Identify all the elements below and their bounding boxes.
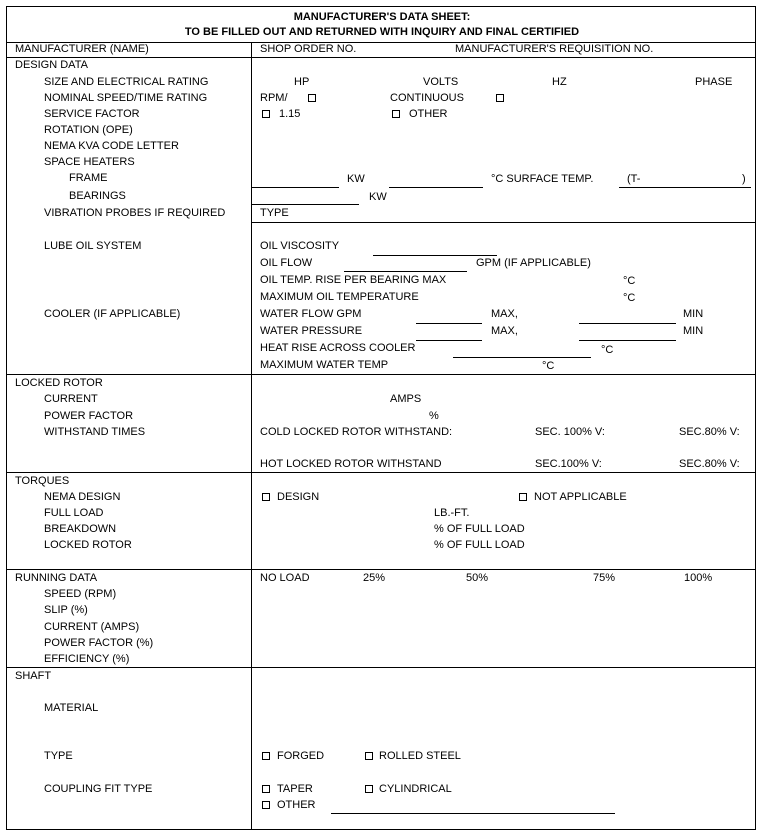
taper-checkbox[interactable] — [262, 785, 270, 793]
locked-rotor-heading: LOCKED ROTOR — [15, 377, 103, 389]
lr-current-label: CURRENT — [44, 393, 98, 405]
rpm-checkbox[interactable] — [308, 94, 316, 102]
coupling-fit-label: COUPLING FIT TYPE — [44, 783, 153, 795]
oil-viscosity-label: OIL VISCOSITY — [260, 240, 340, 252]
hp-label: HP — [294, 76, 310, 88]
nema-kva-label: NEMA KVA CODE LETTER — [44, 140, 179, 152]
rotation-label: ROTATION (OPE) — [44, 124, 133, 136]
water-flow-max-field[interactable] — [416, 323, 482, 324]
torques-heading: TORQUES — [15, 475, 70, 487]
withstand-times-label: WITHSTAND TIMES — [44, 426, 146, 438]
forged-label: FORGED — [277, 750, 325, 762]
slip-label: SLIP (%) — [44, 604, 88, 616]
vibration-type-label: TYPE — [260, 207, 289, 219]
rule — [7, 667, 755, 668]
breakdown-unit: % OF FULL LOAD — [434, 523, 525, 535]
surface-temp-label: °C SURFACE TEMP. — [491, 173, 594, 185]
coupling-other-checkbox[interactable] — [262, 801, 270, 809]
col-75: 75% — [593, 572, 616, 584]
water-pressure-max-label: MAX, — [491, 325, 518, 337]
t-code-field[interactable] — [619, 187, 751, 188]
sf-115-label: 1.15 — [279, 108, 301, 120]
continuous-checkbox[interactable] — [496, 94, 504, 102]
torque-locked-rotor-label: LOCKED ROTOR — [44, 539, 132, 551]
shaft-material-label: MATERIAL — [44, 702, 99, 714]
cold-100v-label: SEC. 100% V: — [535, 426, 605, 438]
locked-rotor-unit: % OF FULL LOAD — [434, 539, 525, 551]
speed-rpm-label: SPEED (RPM) — [44, 588, 117, 600]
shop-order-label: SHOP ORDER NO. — [260, 43, 357, 55]
lube-oil-label: LUBE OIL SYSTEM — [44, 240, 142, 252]
rule — [7, 472, 755, 473]
max-oil-temp-unit: °C — [623, 292, 636, 304]
water-pressure-label: WATER PRESSURE — [260, 325, 363, 337]
not-applicable-checkbox[interactable] — [519, 493, 527, 501]
not-applicable-label: NOT APPLICABLE — [534, 491, 627, 503]
hot-80v-label: SEC.80% V: — [679, 458, 740, 470]
oil-flow-field[interactable] — [344, 271, 467, 272]
max-water-temp-unit: °C — [542, 360, 555, 372]
design-data-heading: DESIGN DATA — [15, 59, 88, 71]
frame-label: FRAME — [69, 172, 108, 184]
oil-temp-rise-unit: °C — [623, 275, 636, 287]
water-flow-min-field[interactable] — [579, 323, 676, 324]
design-option-label: DESIGN — [277, 491, 320, 503]
continuous-label: CONTINUOUS — [390, 92, 464, 104]
cylindrical-checkbox[interactable] — [365, 785, 373, 793]
water-pressure-min-label: MIN — [683, 325, 704, 337]
max-water-temp-label: MAXIMUM WATER TEMP — [260, 359, 389, 371]
efficiency-label: EFFICIENCY (%) — [44, 653, 130, 665]
full-load-label: FULL LOAD — [44, 507, 104, 519]
rpm-label: RPM/ — [260, 92, 288, 104]
running-data-heading: RUNNING DATA — [15, 572, 98, 584]
water-flow-label: WATER FLOW GPM — [260, 308, 362, 320]
max-oil-temp-label: MAXIMUM OIL TEMPERATURE — [260, 291, 419, 303]
shaft-type-label: TYPE — [44, 750, 73, 762]
lr-percent-unit: % — [429, 410, 439, 422]
requisition-label: MANUFACTURER'S REQUISITION NO. — [455, 43, 654, 55]
hot-100v-label: SEC.100% V: — [535, 458, 602, 470]
size-rating-label: SIZE AND ELECTRICAL RATING — [44, 76, 209, 88]
vibration-label: VIBRATION PROBES IF REQUIRED — [44, 207, 226, 219]
sheet-title: MANUFACTURER'S DATA SHEET: — [293, 11, 471, 23]
water-flow-min-label: MIN — [683, 308, 704, 320]
volts-label: VOLTS — [423, 76, 459, 88]
running-current-label: CURRENT (AMPS) — [44, 621, 140, 633]
column-divider — [251, 42, 252, 830]
heat-rise-field[interactable] — [453, 357, 591, 358]
sheet-subtitle: TO BE FILLED OUT AND RETURNED WITH INQUIRY AND FINAL CERTIFIED — [184, 26, 580, 38]
phase-label: PHASE — [695, 76, 733, 88]
heat-rise-unit: °C — [601, 344, 614, 356]
heat-rise-label: HEAT RISE ACROSS COOLER — [260, 342, 416, 354]
frame-temp-field[interactable] — [389, 187, 483, 188]
service-factor-label: SERVICE FACTOR — [44, 108, 140, 120]
water-flow-max-label: MAX, — [491, 308, 518, 320]
sf-115-checkbox[interactable] — [262, 110, 270, 118]
bearings-kw-unit: KW — [369, 191, 387, 203]
oil-temp-rise-label: OIL TEMP. RISE PER BEARING MAX — [260, 274, 447, 286]
col-no-load: NO LOAD — [260, 572, 310, 584]
t-code-close: ) — [742, 173, 746, 185]
sf-other-label: OTHER — [409, 108, 448, 120]
cooler-label: COOLER (IF APPLICABLE) — [44, 308, 181, 320]
bearings-label: BEARINGS — [69, 190, 126, 202]
col-50: 50% — [466, 572, 489, 584]
lbft-unit: LB.-FT. — [434, 507, 470, 519]
water-pressure-min-field[interactable] — [579, 340, 676, 341]
rule — [7, 569, 755, 570]
rule — [252, 222, 755, 223]
design-checkbox[interactable] — [262, 493, 270, 501]
rule — [7, 374, 755, 375]
breakdown-label: BREAKDOWN — [44, 523, 117, 535]
oil-viscosity-field[interactable] — [373, 255, 497, 256]
coupling-other-field[interactable] — [331, 813, 615, 814]
hot-withstand-label: HOT LOCKED ROTOR WITHSTAND — [260, 458, 442, 470]
nominal-speed-label: NOMINAL SPEED/TIME RATING — [44, 92, 208, 104]
t-code-open: (T- — [627, 173, 641, 185]
rule — [7, 57, 755, 58]
space-heaters-label: SPACE HEATERS — [44, 156, 135, 168]
cylindrical-label: CYLINDRICAL — [379, 783, 452, 795]
nema-design-label: NEMA DESIGN — [44, 491, 121, 503]
lr-power-factor-label: POWER FACTOR — [44, 410, 134, 422]
coupling-other-label: OTHER — [277, 799, 316, 811]
hz-label: HZ — [552, 76, 567, 88]
gpm-applicable-label: GPM (IF APPLICABLE) — [476, 257, 591, 269]
cold-withstand-label: COLD LOCKED ROTOR WITHSTAND: — [260, 426, 453, 438]
frame-kw-unit: KW — [347, 173, 365, 185]
manufacturer-label: MANUFACTURER (NAME) — [15, 43, 149, 55]
water-pressure-max-field[interactable] — [416, 340, 482, 341]
data-sheet — [6, 6, 756, 830]
sf-other-checkbox[interactable] — [392, 110, 400, 118]
col-100: 100% — [684, 572, 713, 584]
frame-kw-field[interactable] — [252, 187, 339, 188]
rolled-steel-checkbox[interactable] — [365, 752, 373, 760]
taper-label: TAPER — [277, 783, 313, 795]
lr-amps-unit: AMPS — [390, 393, 422, 405]
rolled-steel-label: ROLLED STEEL — [379, 750, 461, 762]
col-25: 25% — [363, 572, 386, 584]
bearings-kw-field[interactable] — [252, 204, 359, 205]
forged-checkbox[interactable] — [262, 752, 270, 760]
shaft-heading: SHAFT — [15, 670, 52, 682]
cold-80v-label: SEC.80% V: — [679, 426, 740, 438]
oil-flow-label: OIL FLOW — [260, 257, 313, 269]
running-pf-label: POWER FACTOR (%) — [44, 637, 154, 649]
